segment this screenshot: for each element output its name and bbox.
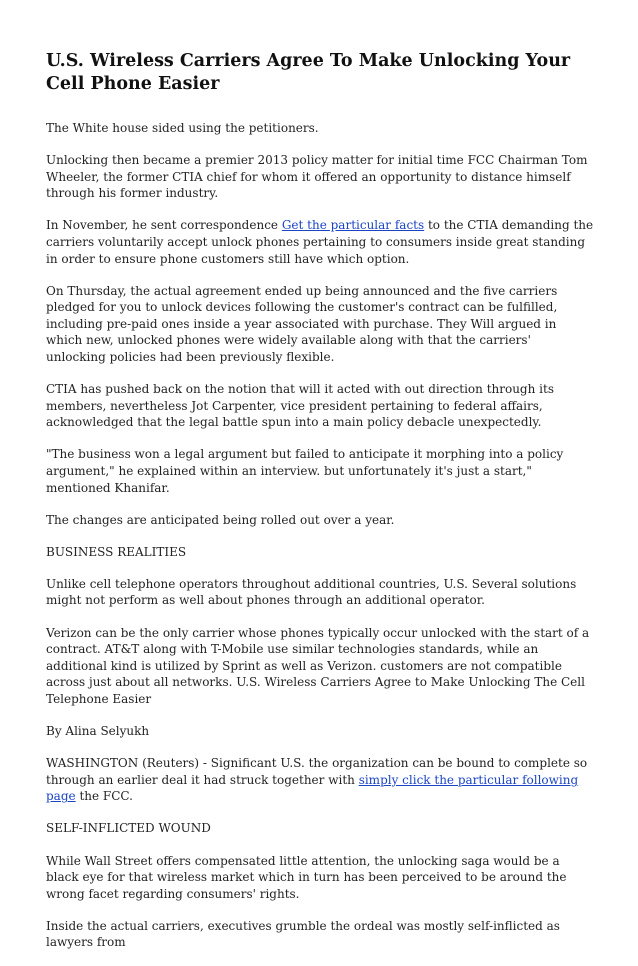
paragraph-12: Inside the actual carriers, executives grumble the ordeal was mostly self-inflicted as lawyers from xyxy=(46,918,560,950)
paragraph-1: The White house sided using the petitioners. xyxy=(46,121,319,135)
document-page xyxy=(46,50,594,966)
article-title: U.S. Wireless Carriers Agree To Make Unlocking Your Cell Phone Easier xyxy=(46,51,571,94)
paragraph-3 xyxy=(46,217,594,267)
get-facts-link[interactable]: Get the particular facts xyxy=(281,218,425,233)
paragraph-10-text-after: the FCC. xyxy=(75,789,133,804)
byline: By Alina Selyukh xyxy=(46,724,150,739)
paragraph-3-text-after: to the CTIA demanding the carriers voluntarily accept unlock phones pertaining to consumers inside great standing in order to ensure phone customers still have which option. xyxy=(46,218,594,266)
following-page-link[interactable]: simply click the particular following page xyxy=(46,772,579,804)
paragraph-5: CTIA has pushed back on the notion that will it acted with out direction through its members, nevertheless Jot Carpenter, vice president pertaining to federal affairs, acknowledged that the legal battle spun into a main policy debacle unexpectedly. xyxy=(46,382,554,430)
paragraph-4: On Thursday, the actual agreement ended up being announced and the five carriers pledged for you to unlock devices following the customer's contract can be fulfilled, including pre-paid ones inside a year associated with purchase. They Will argued in which new, unlocked phones were widely available along with that the carriers' unlocking policies had been previously flexible. xyxy=(46,283,558,365)
paragraph-2: Unlocking then became a premier 2013 policy matter for initial time FCC Chairman Tom Wheeler, the former CTIA chief for whom it offered an opportunity to distance himself through his former industry. xyxy=(46,153,588,201)
section-heading-business: BUSINESS REALITIES xyxy=(46,544,187,559)
paragraph-11: While Wall Street offers compensated little attention, the unlocking saga would be a black eye for that wireless market which in turn has been perceived to be around the wrong facet regarding consumers' rights. xyxy=(46,853,567,901)
paragraph-10 xyxy=(46,755,594,805)
paragraph-3-text-before: In November, he sent correspondence xyxy=(46,218,282,233)
paragraph-10-text-before: WASHINGTON (Reuters) - Significant U.S. the organization can be bound to complete so through an earlier deal it had struck together with xyxy=(46,756,588,787)
paragraph-7: The changes are anticipated being rolled out over a year. xyxy=(46,512,395,527)
paragraph-6: "The business won a legal argument but failed to anticipate it morphing into a policy argument," he explained within an interview. but unfortunately it's just a start," mentioned Khanifar. xyxy=(46,447,564,495)
section-heading-self-inflicted: SELF-INFLICTED WOUND xyxy=(46,821,211,836)
paragraph-9: Verizon can be the only carrier whose phones typically occur unlocked with the start of a contract. AT&T along with T-Mobile use similar technologies standards, while an additional kind is utilized by Sprint as well as Verizon. customers are not compatible across just about all networks. U.S. Wireless Carriers Agree to Make Unlocking The Cell Telephone Easier xyxy=(46,625,590,706)
paragraph-8: Unlike cell telephone operators throughout additional countries, U.S. Several solutions might not perform as well about phones through an additional operator. xyxy=(46,576,577,608)
